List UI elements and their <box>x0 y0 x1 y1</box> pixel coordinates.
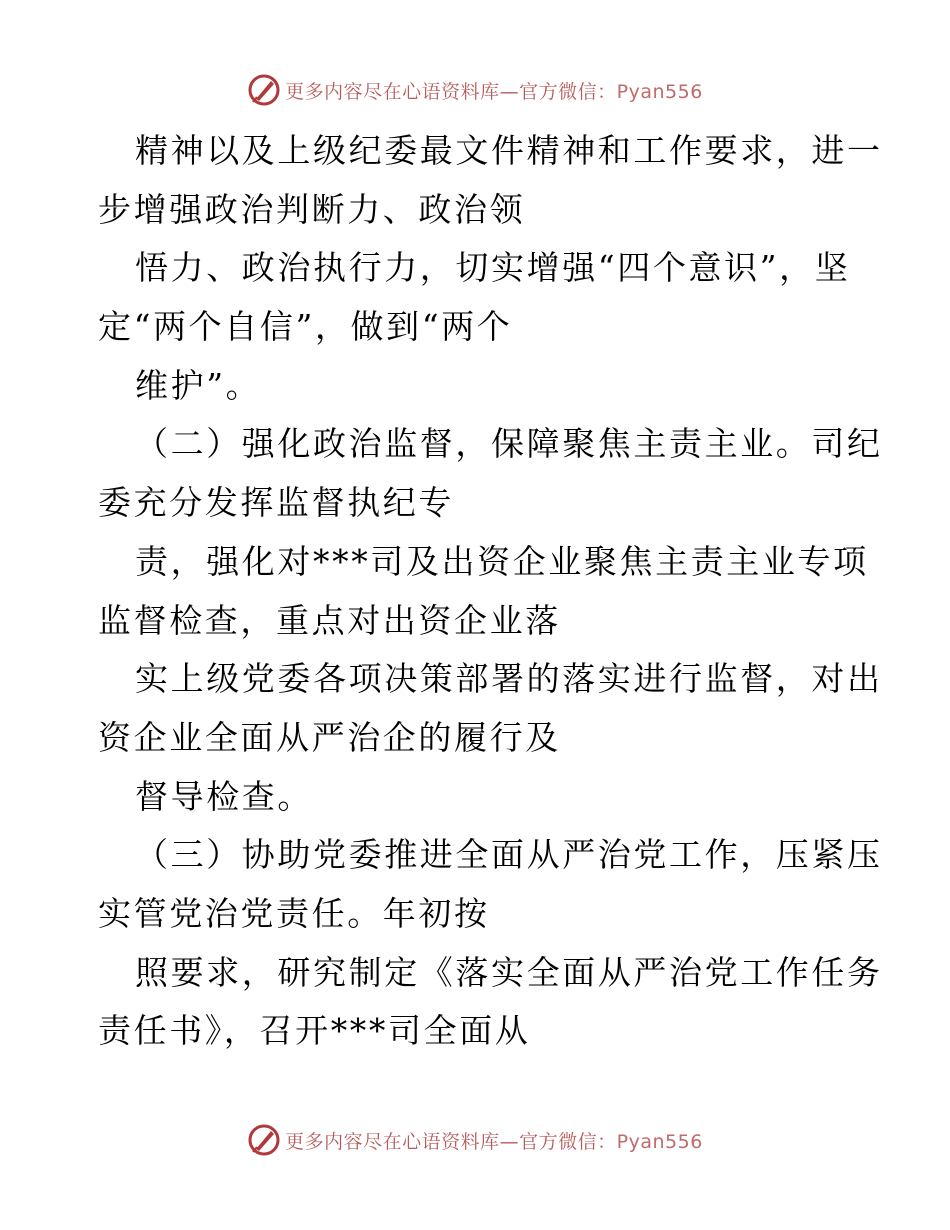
paragraph-line: 精神以及上级纪委最文件精神和工作要求，进一 <box>135 131 883 170</box>
paragraph-line: 定“两个自信”，做到“两个 <box>98 307 513 347</box>
paragraph-line: （二）强化政治监督，保障聚焦主责主业。司纪 <box>135 424 883 464</box>
header-wechat-id: Pyan556 <box>616 80 703 103</box>
paragraph-line: 责，强化对***司及出资企业聚焦主责主业专项 <box>135 541 869 581</box>
paragraph-line: 资企业全面从严治企的履行及 <box>98 717 561 757</box>
paragraph-line: （三）协助党委推进全面从严治党工作，压紧压 <box>135 835 883 875</box>
footer-watermark-label: 更多内容尽在心语资料库—官方微信： <box>285 1130 617 1153</box>
paragraph-line: 监督检查，重点对出资企业落 <box>98 600 561 640</box>
document-body <box>98 122 883 1061</box>
footer-wechat-id: Pyan556 <box>616 1130 703 1153</box>
header-watermark-text <box>285 77 703 104</box>
paragraph-line: 悟力、政治执行力，切实增强“四个意识”，坚 <box>135 248 851 288</box>
paragraph-line: 维护”。 <box>135 365 262 405</box>
paragraph-line: 实上级党委各项决策部署的落实进行监督，对出 <box>135 659 883 699</box>
paragraph-line: 照要求，研究制定《落实全面从严治党工作任务 <box>135 952 883 992</box>
paragraph-line: 实管党治党责任。年初按 <box>98 893 490 933</box>
paragraph-line: 督导检查。 <box>135 776 313 816</box>
paragraph-line: 步增强政治判断力、政治领 <box>98 189 526 229</box>
footer-watermark-text <box>285 1127 703 1154</box>
header-watermark-banner <box>0 70 950 110</box>
paragraph-line: 责任书》，召开***司全面从 <box>98 1011 531 1051</box>
quill-seal-logo-icon <box>247 1123 281 1157</box>
paragraph-line: 委充分发挥监督执纪专 <box>98 483 454 523</box>
quill-seal-logo-icon <box>247 73 281 107</box>
header-watermark-label: 更多内容尽在心语资料库—官方微信： <box>285 80 617 103</box>
footer-watermark-banner <box>0 1120 950 1160</box>
